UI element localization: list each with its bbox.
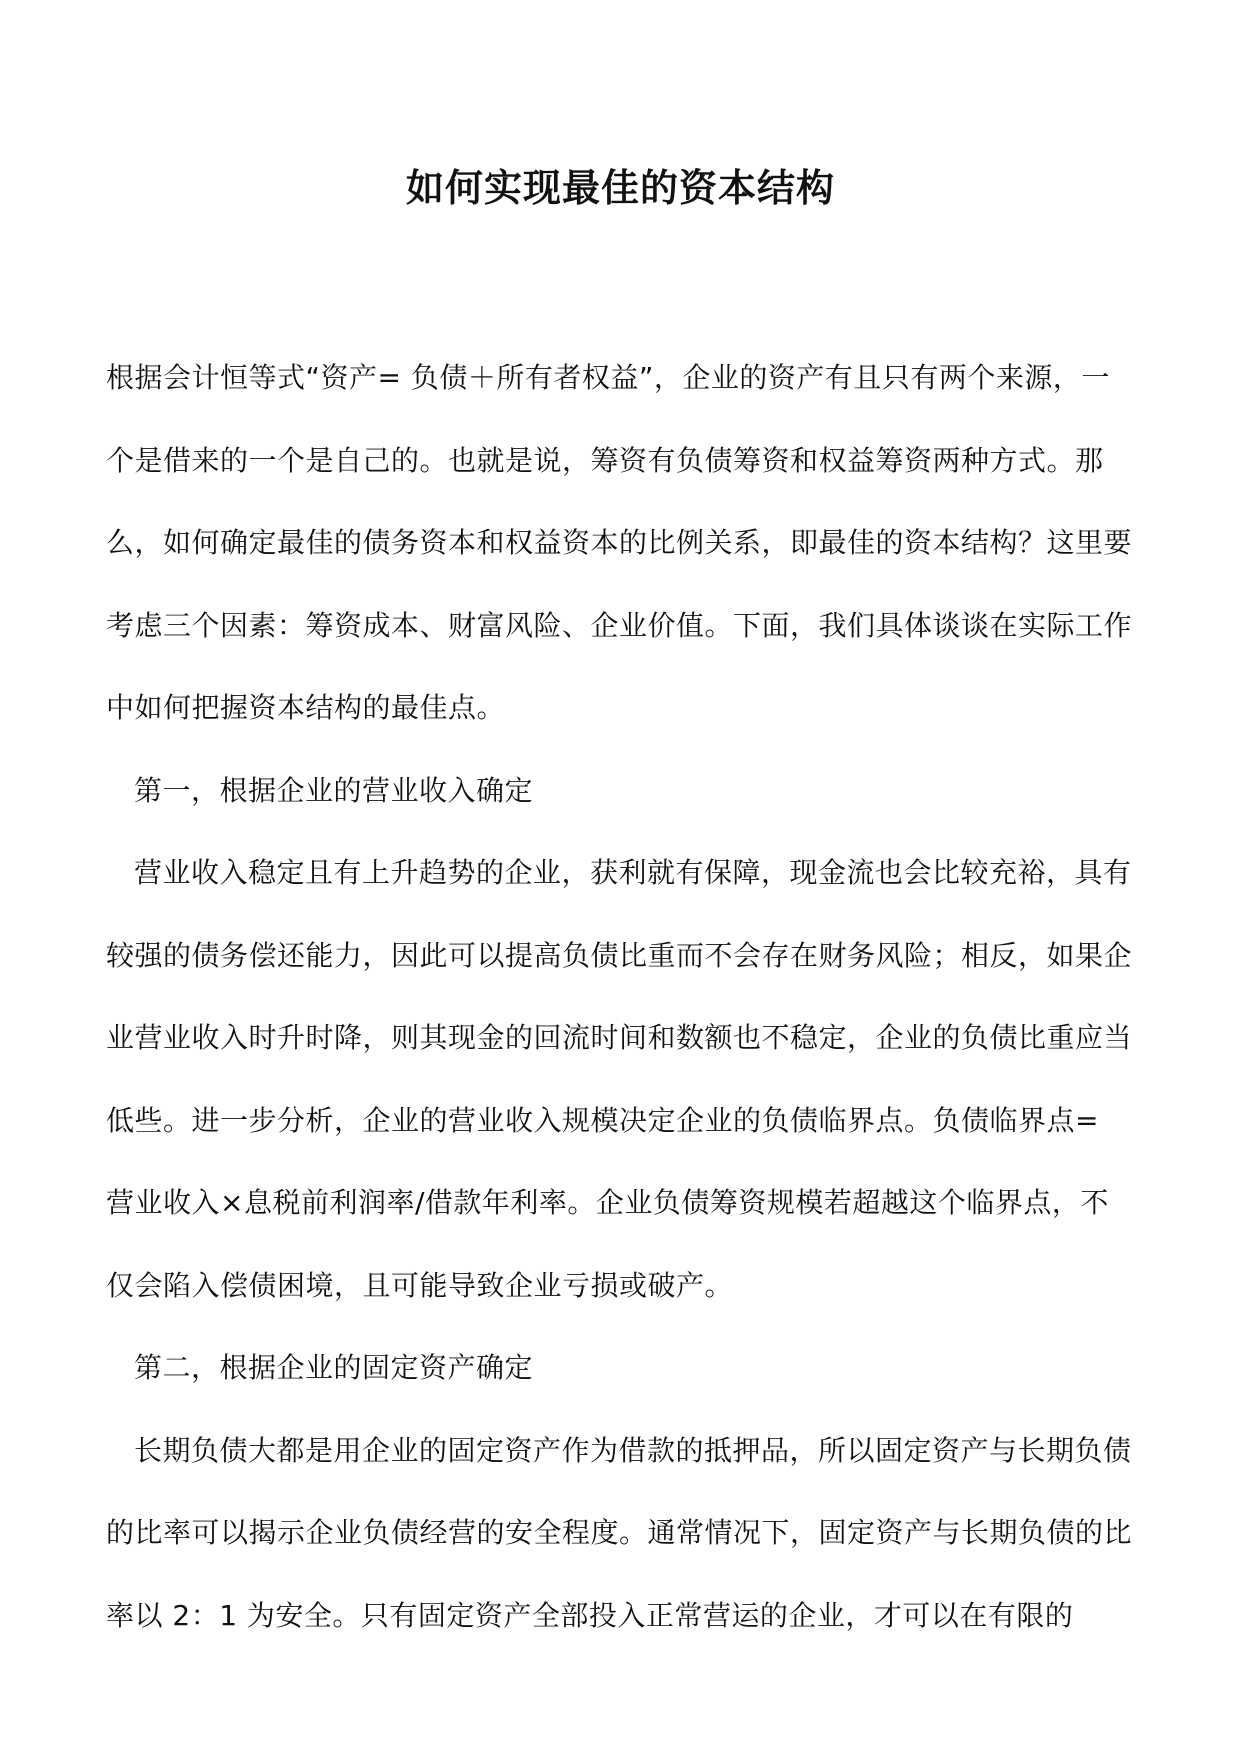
section-2-paragraph: 长期负债大都是用企业的固定资产作为借款的抵押品，所以固定资产与长期负债的比率可以揭示企业负债经营的安全程度。通常情况下，固定资产与长期负债的比率以 2：1 为安全。只有固定资产全部投入正常营运的企业，才可以在有限的 bbox=[106, 1433, 1133, 1632]
intro-paragraph: 根据会计恒等式“资产= 负债＋所有者权益”，企业的资产有且只有两个来源，一个是借来的一个是自己的。也就是说，筹资有负债筹资和权益筹资两种方式。那么，如何确定最佳的债务资本和权益资本的比例关系，即最佳的资本结构？这里要考虑三个因素：筹资成本、财富风险、企业价值。下面，我们具体谈谈在实际工作中如何把握资本结构的最佳点。 bbox=[106, 361, 1133, 724]
document-body bbox=[106, 337, 1136, 1657]
section-1-paragraph: 营业收入稳定且有上升趋势的企业，获利就有保障，现金流也会比较充裕，具有较强的债务偿还能力，因此可以提高负债比重而不会存在财务风险；相反，如果企业营业收入时升时降，则其现金的回流时间和数额也不稳定，企业的负债比重应当低些。进一步分析，企业的营业收入规模决定企业的负债临界点。负债临界点= 营业收入×息税前利润率/借款年利率。企业负债筹资规模若超越这个临界点，不仅会陷入偿债困境，且可能导致企业亏损或破产。 bbox=[106, 856, 1133, 1302]
section-heading-1: 第一，根据企业的营业收入确定 bbox=[134, 773, 534, 807]
document-title: 如何实现最佳的资本结构 bbox=[405, 165, 835, 210]
section-heading-2: 第二，根据企业的固定资产确定 bbox=[134, 1351, 534, 1384]
